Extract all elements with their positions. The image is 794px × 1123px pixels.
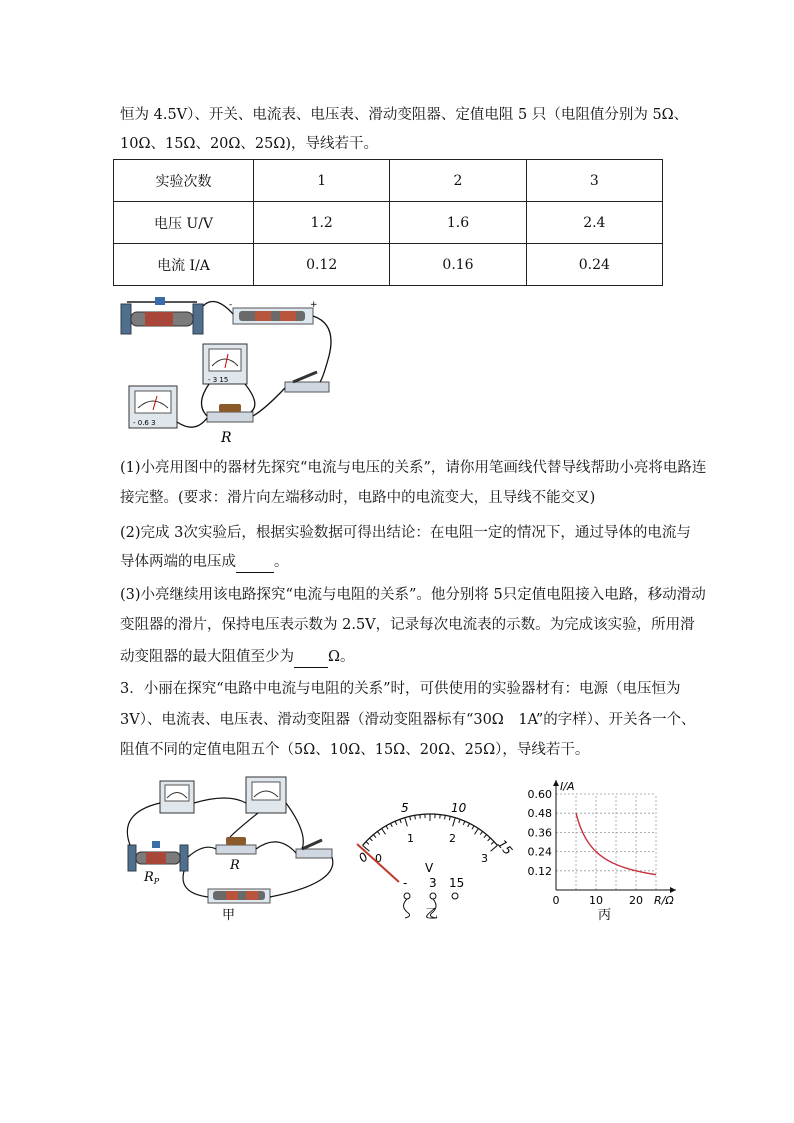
figure-caption-jia: 甲 bbox=[222, 908, 236, 921]
dial-inner-tick: 1 bbox=[407, 832, 414, 845]
table-cell: 1.2 bbox=[254, 202, 390, 244]
answer-blank[interactable] bbox=[236, 552, 274, 573]
voltmeter-icon bbox=[246, 777, 286, 813]
dial-inner-tick: 0 bbox=[375, 852, 382, 865]
x-axis-label: R/Ω bbox=[654, 894, 674, 907]
chart-grid bbox=[556, 794, 656, 890]
resistor-icon bbox=[207, 404, 253, 422]
switch-icon bbox=[285, 372, 329, 392]
q3-line1: 3．小丽在探究“电路中电流与电阻的关系”时，可供使用的实验器材有：电源（电压恒为 bbox=[120, 681, 681, 697]
svg-text:+: + bbox=[310, 300, 318, 310]
resistor-label: R bbox=[221, 430, 232, 446]
dial-outer-zero: 0 bbox=[355, 849, 371, 866]
voltmeter-icon bbox=[203, 344, 247, 384]
x-tick-label: 0 bbox=[552, 894, 560, 907]
dial-outer-tick: 10 bbox=[451, 801, 467, 815]
table-row bbox=[114, 160, 663, 202]
figure-caption-yi: 乙 bbox=[425, 907, 439, 920]
row-label: 电流 I/A bbox=[114, 244, 254, 286]
table-cell: 3 bbox=[526, 160, 662, 202]
q2-part3-line3 bbox=[120, 647, 355, 668]
table-cell: 2 bbox=[390, 160, 526, 202]
dial-tick-mark bbox=[370, 838, 373, 841]
table-cell: 0.16 bbox=[390, 244, 526, 286]
rheostat-label-sub: P bbox=[153, 877, 160, 886]
terminal-icon bbox=[404, 893, 410, 899]
dial-inner-tick: 3 bbox=[481, 852, 488, 865]
svg-text:- 0.6 3: - 0.6 3 bbox=[133, 419, 156, 427]
q2-part3-line1: (3)小亮继续用该电路探究“电流与电阻的关系”。他分别将 5只定值电阻接入电路，移动滑动 bbox=[120, 587, 706, 603]
dial-tick-mark bbox=[386, 826, 388, 829]
voltmeter-dial-figure bbox=[345, 790, 515, 920]
chart-ticks bbox=[528, 788, 644, 907]
i-r-chart bbox=[520, 776, 690, 924]
q2-part3-end: Ω。 bbox=[328, 649, 355, 665]
figure-caption-bing: 丙 bbox=[598, 908, 612, 923]
x-tick-label: 20 bbox=[629, 894, 643, 907]
y-axis-arrow-icon bbox=[553, 780, 559, 786]
wire-icon bbox=[404, 899, 410, 918]
q2-part2-end: 。 bbox=[274, 554, 289, 570]
y-tick-label: 0.48 bbox=[527, 807, 552, 821]
table-cell: 2.4 bbox=[526, 202, 662, 244]
table-cell: 1 bbox=[254, 160, 390, 202]
x-axis-arrow-icon bbox=[670, 887, 676, 893]
answer-blank[interactable] bbox=[294, 647, 328, 668]
rheostat-icon bbox=[121, 297, 203, 334]
q3-line3: 阻值不同的定值电阻五个（5Ω、10Ω、15Ω、20Ω、25Ω），导线若干。 bbox=[120, 742, 590, 758]
q2-part2-line1: (2)完成 3次实验后，根据实验数据可得出结论：在电阻一定的情况下，通过导体的电流与 bbox=[120, 525, 691, 541]
battery-icon bbox=[229, 300, 318, 324]
terminal-label: - bbox=[403, 876, 408, 890]
q2-part2-text: 导体两端的电压成 bbox=[120, 554, 236, 570]
dial-tick-mark bbox=[400, 819, 401, 823]
q3-line2: 3V）、电流表、电压表、滑动变阻器（滑动变阻器标有“30Ω 1A”的字样）、开关各一个、 bbox=[120, 712, 696, 728]
table-row bbox=[114, 244, 663, 286]
dial-tick-mark bbox=[475, 828, 479, 834]
dial-tick-mark bbox=[391, 823, 393, 827]
svg-text:- 3 15: - 3 15 bbox=[208, 376, 229, 384]
y-tick-label: 0.36 bbox=[527, 826, 552, 840]
dial-scale bbox=[363, 814, 498, 851]
terminal-label: 3 bbox=[429, 876, 437, 890]
battery-icon bbox=[208, 889, 270, 903]
x-tick-label: 10 bbox=[589, 894, 603, 907]
circuit-apparatus-figure bbox=[115, 294, 345, 446]
rheostat-label bbox=[143, 870, 160, 886]
dial-tick-mark bbox=[459, 819, 460, 823]
ammeter-icon bbox=[129, 386, 177, 428]
dial-tick-mark bbox=[377, 831, 379, 834]
svg-text:-: - bbox=[229, 300, 233, 310]
chart-axes bbox=[553, 780, 676, 893]
dial-tick-mark bbox=[415, 815, 416, 819]
dial-outer-tick: 5 bbox=[401, 801, 409, 815]
terminal-icon bbox=[452, 893, 458, 899]
dial-tick-mark bbox=[453, 818, 456, 827]
intro-line-2: 10Ω、15Ω、20Ω、25Ω)，导线若干。 bbox=[120, 136, 379, 152]
dial-outer-tick: 15 bbox=[494, 836, 515, 858]
dial-tick-mark bbox=[445, 815, 446, 819]
dial-tick-mark bbox=[468, 823, 470, 827]
row-label: 实验次数 bbox=[114, 160, 254, 202]
y-tick-label: 0.12 bbox=[527, 864, 552, 878]
rheostat-label-main: R bbox=[144, 870, 154, 885]
dial-unit: V bbox=[425, 861, 434, 875]
dial-tick-mark bbox=[484, 835, 487, 838]
rheostat-icon bbox=[128, 841, 188, 871]
dial-tick-mark bbox=[491, 842, 494, 845]
table-cell: 1.6 bbox=[390, 202, 526, 244]
dial-tick-mark bbox=[449, 816, 450, 820]
dial-tick-mark bbox=[405, 818, 408, 827]
q2-part3-line2: 变阻器的滑片，保持电压表示数为 2.5V，记录每次电流表的示数。为完成该实验，所用滑 bbox=[120, 617, 695, 633]
dial-tick-mark bbox=[463, 821, 465, 825]
dial-tick-mark bbox=[410, 816, 411, 820]
q2-part3-text: 动变阻器的最大阻值至少为 bbox=[120, 649, 294, 665]
table-cell: 0.12 bbox=[254, 244, 390, 286]
dial-tick-mark bbox=[480, 831, 482, 834]
dial-tick-mark bbox=[395, 821, 397, 825]
data-table bbox=[113, 159, 663, 286]
terminal-label: 15 bbox=[449, 876, 465, 890]
ammeter-icon bbox=[160, 781, 194, 813]
dial-tick-mark bbox=[373, 835, 376, 838]
intro-line-1: 恒为 4.5V）、开关、电流表、电压表、滑动变阻器、定值电阻 5 只（电阻值分别为 5Ω、 bbox=[120, 107, 689, 123]
switch-icon bbox=[296, 840, 332, 858]
dial-tick-mark bbox=[366, 842, 369, 845]
q2-part1-line1: (1)小亮用图中的器材先探究“电流与电压的关系”，请你用笔画线代替导线帮助小亮将电路连 bbox=[120, 460, 707, 476]
resistor-label: R bbox=[230, 858, 240, 873]
q2-part2-line2 bbox=[120, 552, 289, 573]
row-label: 电压 U/V bbox=[114, 202, 254, 244]
dial-tick-mark bbox=[472, 826, 474, 829]
q2-part1-line2: 接完整。(要求：滑片向左端移动时，电路中的电流变大，且导线不能交叉) bbox=[120, 490, 596, 506]
dial-tick-mark bbox=[488, 838, 491, 841]
y-axis-label: I/A bbox=[560, 780, 575, 793]
resistor-icon bbox=[216, 837, 256, 854]
terminal-icon bbox=[430, 893, 436, 899]
table-row bbox=[114, 202, 663, 244]
dial-inner-tick: 2 bbox=[449, 832, 456, 845]
dial-tick-mark bbox=[382, 828, 386, 834]
y-tick-label: 0.60 bbox=[527, 788, 552, 801]
table-cell: 0.24 bbox=[526, 244, 662, 286]
y-tick-label: 0.24 bbox=[527, 845, 552, 859]
circuit-jia-figure bbox=[118, 773, 340, 921]
